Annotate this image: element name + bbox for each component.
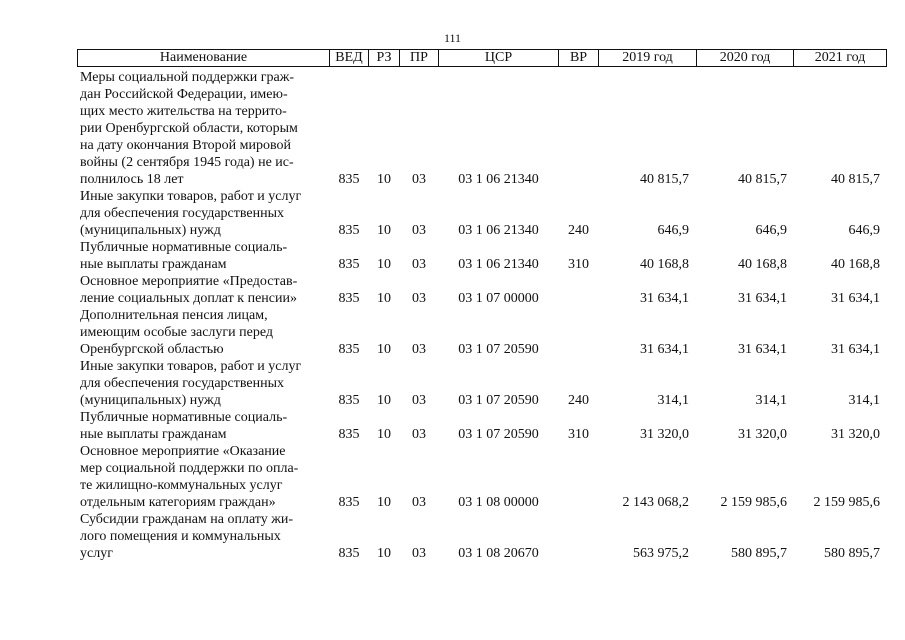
cell-ved: 835 [338,172,360,187]
cell-rz: 10 [377,393,391,408]
row-name-line: (муниципальных) нужд [80,393,221,408]
row-name-line: для обеспечения государственных [80,376,284,391]
cell-2021: 40 815,7 [831,172,880,187]
cell-2021: 31 634,1 [831,291,880,306]
cell-2019: 31 634,1 [640,291,689,306]
header-2021: 2021 год [793,49,887,67]
cell-2020: 40 815,7 [738,172,787,187]
cell-rz: 10 [377,172,391,187]
header-vr: ВР [558,49,599,67]
row-name-line: те жилищно-коммунальных услуг [80,478,283,493]
row-name-line: на дату окончания Второй мировой [80,138,291,153]
cell-vr: 310 [568,427,589,442]
cell-rz: 10 [377,257,391,272]
header-ved: ВЕД [329,49,369,67]
cell-2021: 31 320,0 [831,427,880,442]
cell-pr: 03 [412,546,426,561]
cell-csr: 03 1 06 21340 [458,172,539,187]
row-name-line: (муниципальных) нужд [80,223,221,238]
row-name-line: услуг [80,546,113,561]
cell-2020: 31 634,1 [738,342,787,357]
cell-ved: 835 [338,427,360,442]
cell-csr: 03 1 07 20590 [458,427,539,442]
cell-pr: 03 [412,495,426,510]
header-rz: РЗ [368,49,400,67]
cell-ved: 835 [338,257,360,272]
cell-2020: 646,9 [755,223,787,238]
cell-rz: 10 [377,427,391,442]
cell-2021: 2 159 985,6 [813,495,880,510]
header-name: Наименование [77,49,330,67]
cell-rz: 10 [377,223,391,238]
row-name-line: ные выплаты гражданам [80,427,227,442]
cell-vr: 240 [568,223,589,238]
row-name-line: лого помещения и коммунальных [80,529,281,544]
header-pr: ПР [399,49,439,67]
cell-ved: 835 [338,393,360,408]
row-name-line: Иные закупки товаров, работ и услуг [80,359,302,374]
cell-2019: 31 320,0 [640,427,689,442]
row-name-line: щих место жительства на террито- [80,104,287,119]
cell-2021: 580 895,7 [824,546,880,561]
row-name-line: Публичные нормативные социаль- [80,410,288,425]
cell-csr: 03 1 06 21340 [458,223,539,238]
row-name-line: Субсидии гражданам на оплату жи- [80,512,294,527]
page-number: 111 [443,31,462,45]
cell-2019: 31 634,1 [640,342,689,357]
row-name-line: войны (2 сентября 1945 года) не ис- [80,155,294,170]
cell-pr: 03 [412,427,426,442]
cell-2021: 40 168,8 [831,257,880,272]
cell-ved: 835 [338,342,360,357]
row-name-line: имеющим особые заслуги перед [80,325,273,340]
row-name-line: Дополнительная пенсия лицам, [80,308,268,323]
row-name-line: ные выплаты гражданам [80,257,227,272]
row-name-line: мер социальной поддержки по опла- [80,461,299,476]
cell-pr: 03 [412,291,426,306]
cell-csr: 03 1 07 20590 [458,393,539,408]
row-name-line: для обеспечения государственных [80,206,284,221]
cell-2019: 314,1 [657,393,689,408]
row-name-line: ление социальных доплат к пенсии» [80,291,297,306]
cell-ved: 835 [338,495,360,510]
row-name-line: отдельным категориям граждан» [80,495,276,510]
row-name-line: Публичные нормативные социаль- [80,240,288,255]
row-name-line: Оренбургской областью [80,342,224,357]
cell-csr: 03 1 08 20670 [458,546,539,561]
row-name-line: дан Российской Федерации, имею- [80,87,288,102]
cell-vr: 240 [568,393,589,408]
row-name-line: Основное мероприятие «Оказание [80,444,286,459]
cell-pr: 03 [412,342,426,357]
header-2020: 2020 год [696,49,794,67]
cell-rz: 10 [377,342,391,357]
cell-2020: 40 168,8 [738,257,787,272]
cell-2020: 580 895,7 [731,546,787,561]
row-name-line: полнилось 18 лет [80,172,184,187]
header-csr: ЦСР [438,49,559,67]
cell-pr: 03 [412,223,426,238]
cell-2019: 646,9 [657,223,689,238]
cell-2020: 31 634,1 [738,291,787,306]
cell-csr: 03 1 07 20590 [458,342,539,357]
cell-pr: 03 [412,257,426,272]
header-2019: 2019 год [598,49,697,67]
cell-2020: 31 320,0 [738,427,787,442]
cell-2019: 40 168,8 [640,257,689,272]
cell-pr: 03 [412,393,426,408]
row-name-line: Меры социальной поддержки граж- [80,70,295,85]
cell-csr: 03 1 08 00000 [458,495,539,510]
cell-2021: 314,1 [848,393,880,408]
cell-rz: 10 [377,291,391,306]
cell-2021: 31 634,1 [831,342,880,357]
cell-2020: 314,1 [755,393,787,408]
cell-pr: 03 [412,172,426,187]
cell-ved: 835 [338,546,360,561]
cell-csr: 03 1 06 21340 [458,257,539,272]
cell-2021: 646,9 [848,223,880,238]
row-name-line: Основное мероприятие «Предостав- [80,274,298,289]
row-name-line: рии Оренбургской области, которым [80,121,298,136]
cell-2019: 563 975,2 [633,546,689,561]
cell-ved: 835 [338,223,360,238]
cell-vr: 310 [568,257,589,272]
cell-2019: 40 815,7 [640,172,689,187]
cell-2019: 2 143 068,2 [622,495,689,510]
cell-2020: 2 159 985,6 [720,495,787,510]
cell-ved: 835 [338,291,360,306]
cell-csr: 03 1 07 00000 [458,291,539,306]
cell-rz: 10 [377,546,391,561]
cell-rz: 10 [377,495,391,510]
row-name-line: Иные закупки товаров, работ и услуг [80,189,302,204]
